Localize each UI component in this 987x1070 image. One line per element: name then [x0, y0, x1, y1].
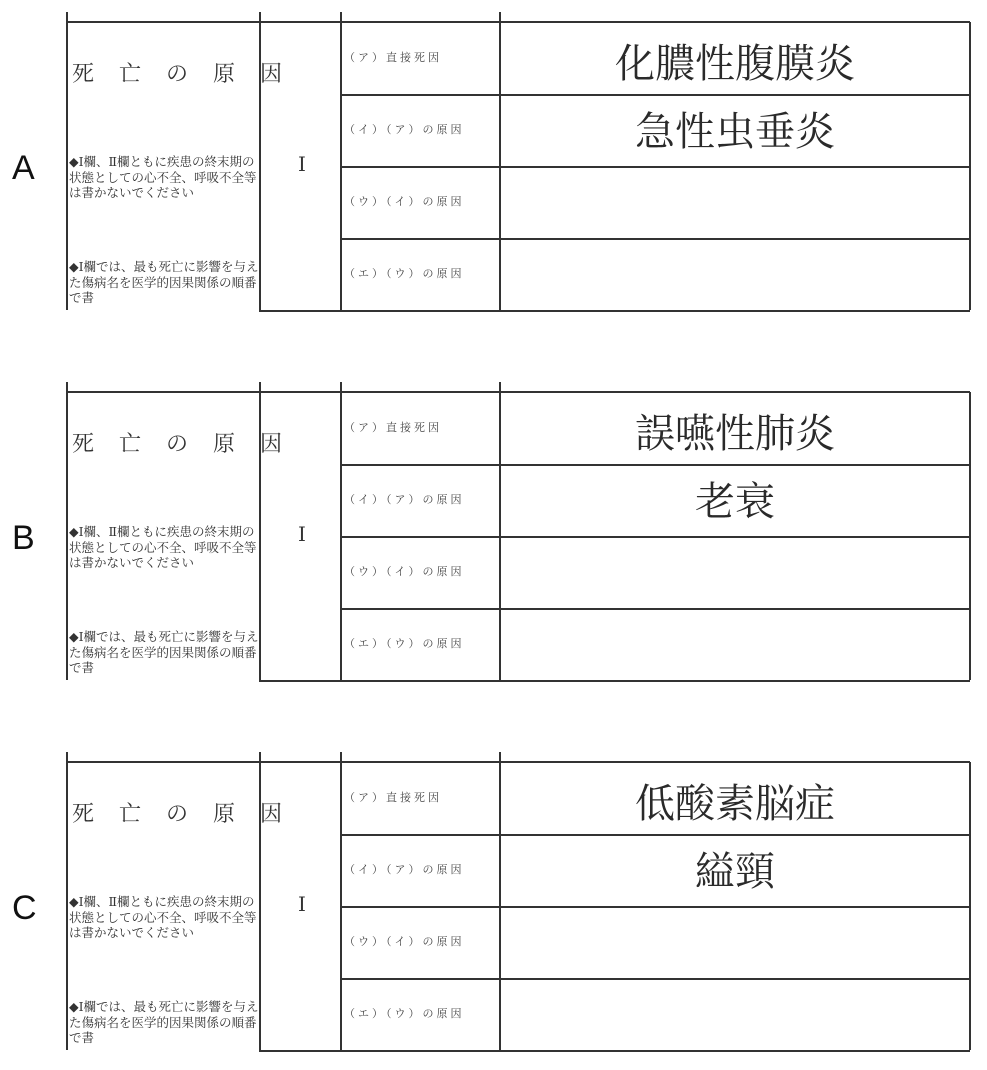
- instruction-note-2: ◆Ⅰ欄では、最も死亡に影響を与えた傷病名を医学的因果関係の順番で書: [69, 629, 259, 675]
- row-label-a: （ア）直接死因: [344, 51, 442, 64]
- panel-label: A: [12, 149, 35, 187]
- cause-field-a: 化膿性腹膜炎: [615, 41, 855, 87]
- panel-b: [0, 370, 987, 680]
- row-label-u: （ウ）（イ）の原因: [344, 935, 465, 948]
- death-certificate-form: [0, 0, 987, 310]
- row-label-e: （エ）（ウ）の原因: [344, 1007, 465, 1020]
- cause-field-a: 誤嚥性肺炎: [635, 411, 835, 457]
- cause-field-i: 老衰: [695, 479, 775, 525]
- panel-label: C: [12, 889, 37, 927]
- cause-field-a: 低酸素脳症: [635, 781, 835, 827]
- panel-c: [0, 740, 987, 1050]
- form-heading: 死 亡 の 原 因: [72, 62, 291, 87]
- instruction-note-2: ◆Ⅰ欄では、最も死亡に影響を与えた傷病名を医学的因果関係の順番で書: [69, 259, 259, 305]
- row-label-u: （ウ）（イ）の原因: [344, 195, 465, 208]
- cause-field-i: 縊頸: [695, 849, 775, 895]
- row-label-u: （ウ）（イ）の原因: [344, 565, 465, 578]
- row-label-i: （イ）（ア）の原因: [344, 863, 465, 876]
- section-numeral: Ⅰ: [298, 152, 306, 176]
- row-label-i: （イ）（ア）の原因: [344, 493, 465, 506]
- instruction-note-1: ◆Ⅰ欄、Ⅱ欄ともに疾患の終末期の状態としての心不全、呼吸不全等は書かないでください: [69, 154, 257, 200]
- section-numeral: Ⅰ: [298, 892, 306, 916]
- row-label-e: （エ）（ウ）の原因: [344, 637, 465, 650]
- form-heading: 死 亡 の 原 因: [72, 432, 291, 457]
- panel-label: B: [12, 519, 35, 557]
- cause-field-i: 急性虫垂炎: [635, 109, 835, 155]
- death-certificate-form: [0, 740, 987, 1050]
- panel-a: [0, 0, 987, 310]
- row-label-i: （イ）（ア）の原因: [344, 123, 465, 136]
- instruction-note-2: ◆Ⅰ欄では、最も死亡に影響を与えた傷病名を医学的因果関係の順番で書: [69, 999, 259, 1045]
- death-certificate-form: [0, 370, 987, 680]
- row-label-a: （ア）直接死因: [344, 791, 442, 804]
- row-label-a: （ア）直接死因: [344, 421, 442, 434]
- section-numeral: Ⅰ: [298, 522, 306, 546]
- form-heading: 死 亡 の 原 因: [72, 802, 291, 827]
- row-label-e: （エ）（ウ）の原因: [344, 267, 465, 280]
- instruction-note-1: ◆Ⅰ欄、Ⅱ欄ともに疾患の終末期の状態としての心不全、呼吸不全等は書かないでください: [69, 894, 257, 940]
- instruction-note-1: ◆Ⅰ欄、Ⅱ欄ともに疾患の終末期の状態としての心不全、呼吸不全等は書かないでください: [69, 524, 257, 570]
